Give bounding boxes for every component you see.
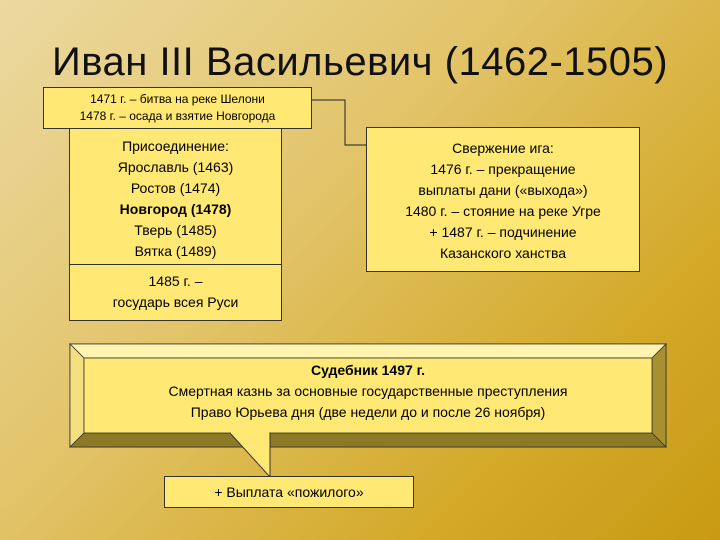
annexation-item: Вятка (1489) xyxy=(134,243,217,259)
yoke-line: выплаты дани («выхода») xyxy=(418,182,588,198)
annexation-item: Тверь (1485) xyxy=(134,222,217,238)
sovereign-line: 1485 г. – xyxy=(148,273,203,289)
yoke-line: + 1487 г. – подчинение xyxy=(429,224,577,240)
yoke-line: Казанского ханства xyxy=(439,245,567,261)
payment-box xyxy=(164,476,414,508)
yoke-box xyxy=(366,127,640,272)
callout-line: 1478 г. – осада и взятие Новгорода xyxy=(79,109,276,123)
yoke-heading: Свержение ига: xyxy=(452,140,554,156)
callout-line: 1471 г. – битва на реке Шелони xyxy=(90,92,265,106)
payment-label: + Выплата «пожилого» xyxy=(214,484,364,500)
sudebnik-text xyxy=(84,360,652,423)
sudebnik-heading: Судебник 1497 г. xyxy=(311,362,425,378)
yoke-line: 1480 г. – стояние на реке Угре xyxy=(405,203,601,219)
annexation-heading: Присоединение: xyxy=(122,138,229,154)
sudebnik-line: Смертная казнь за основные государственные преступления xyxy=(168,383,568,399)
page-title: Иван III Васильевич (1462-1505) xyxy=(51,40,669,84)
annexation-item: Ярославль (1463) xyxy=(117,159,234,175)
annexation-item-highlight: Новгород (1478) xyxy=(119,201,232,217)
sudebnik-line: Право Юрьева дня (две недели до и после 26 ноября) xyxy=(190,404,546,420)
yoke-line: 1476 г. – прекращение xyxy=(430,161,576,177)
annexation-item: Ростов (1474) xyxy=(130,180,221,196)
annexation-box xyxy=(69,127,282,265)
sovereign-line: государь всея Руси xyxy=(112,294,239,310)
battle-callout xyxy=(43,87,312,129)
sovereign-box xyxy=(69,264,282,321)
